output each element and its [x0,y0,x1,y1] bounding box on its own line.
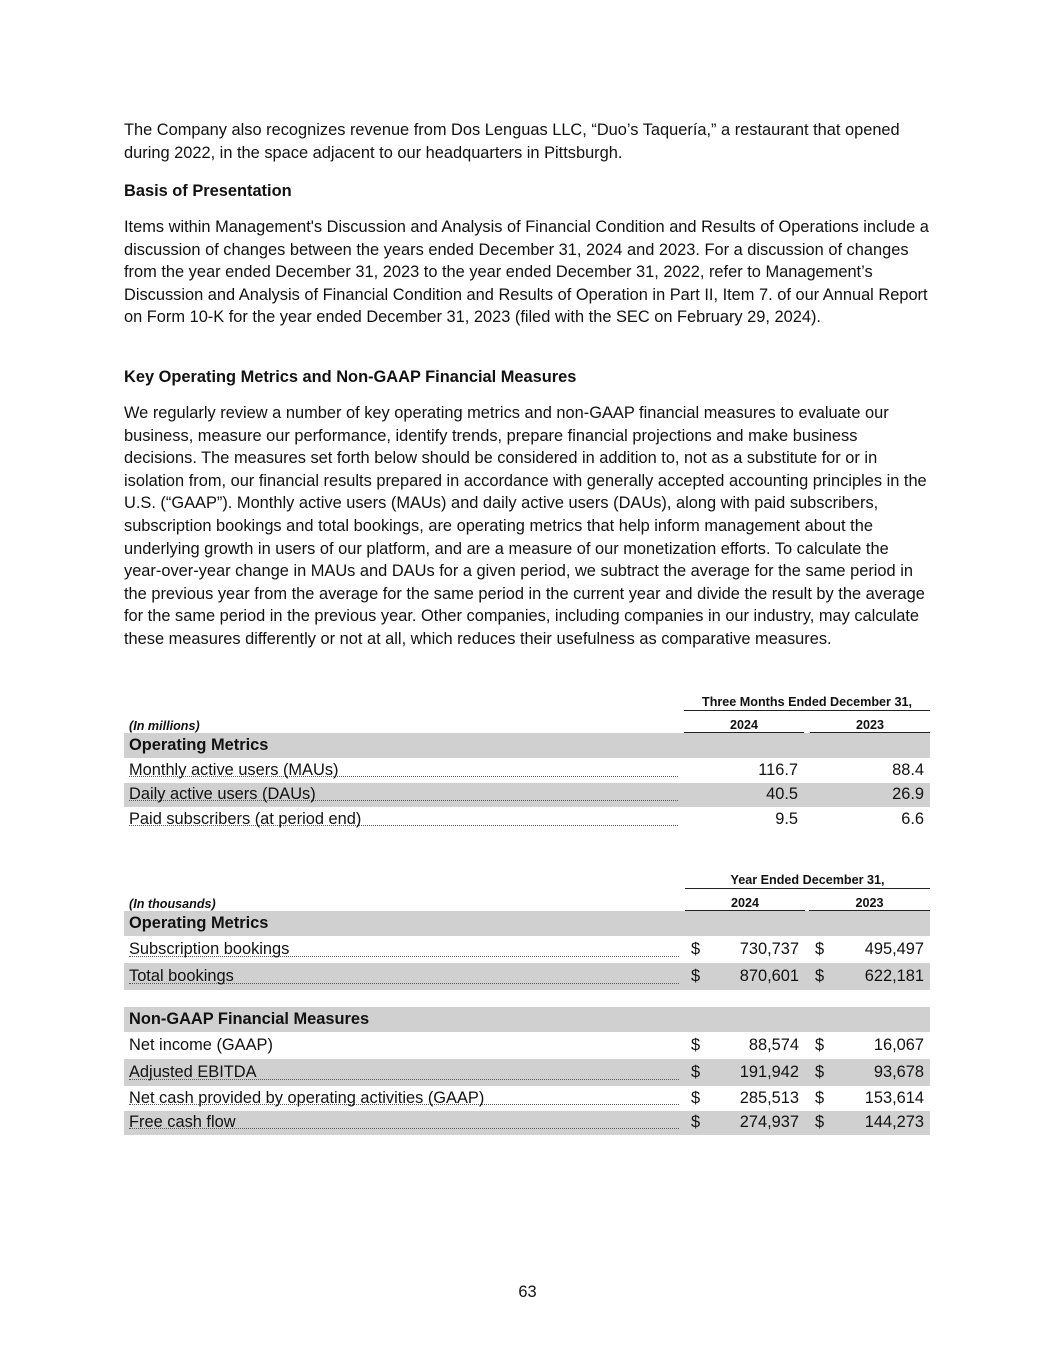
row-label: Daily active users (DAUs) [129,785,316,804]
row-label: Subscription bookings [129,940,290,958]
value-2024: 730,737 [739,940,799,958]
key-metrics-heading: Key Operating Metrics and Non-GAAP Financial Measures [124,368,577,386]
row-label: Total bookings [129,967,234,985]
value-2023: 495,497 [864,940,925,958]
table-row [124,1111,930,1136]
section-header-operating-metrics: Operating Metrics [129,914,269,932]
table-row [124,1032,930,1059]
value-2024: 116.7 [758,760,798,779]
value-2023: 6.6 [901,809,924,828]
table-row [124,758,930,783]
currency-symbol: $ [815,967,825,985]
operating-metrics-table-annual [124,870,930,1135]
value-2024: 285,513 [739,1088,799,1107]
basis-heading: Basis of Presentation [124,182,292,200]
value-2023: 622,181 [864,967,925,985]
table-row [124,936,930,963]
unit-label: (In thousands) [129,896,216,911]
value-2024: 40.5 [766,785,798,804]
value-2023: 93,678 [873,1063,925,1081]
row-label: Adjusted EBITDA [129,1063,257,1081]
table-row [124,963,930,990]
currency-symbol: $ [815,1088,825,1107]
currency-symbol: $ [691,940,701,958]
value-2023: 16,067 [873,1036,925,1054]
row-label: Net income (GAAP) [129,1036,273,1054]
value-2023: 144,273 [864,1113,925,1132]
table-row [124,1059,930,1086]
period-header: Three Months Ended December 31, [684,692,930,711]
value-2023: 26.9 [892,785,924,804]
currency-symbol: $ [691,1036,701,1054]
row-label: Paid subscribers (at period end) [129,809,362,828]
row-label: Free cash flow [129,1113,236,1132]
page-number: 63 [518,1283,537,1301]
value-2024: 9.5 [775,809,798,828]
period-header: Year Ended December 31, [685,870,930,889]
column-header-2023: 2023 [809,889,930,911]
row-label: Net cash provided by operating activities (GAAP) [129,1088,485,1107]
value-2024: 870,601 [739,967,799,985]
value-2023: 153,614 [864,1088,925,1107]
value-2024: 274,937 [739,1113,799,1132]
currency-symbol: $ [691,1113,701,1132]
value-2024: 88,574 [748,1036,799,1054]
intro-paragraph: The Company also recognizes revenue from Dos Lenguas LLC, “Duo’s Taquería,” a restaurant that opened during 2022, in the space adjacent to our headquarters in Pittsburgh. [124,121,900,162]
currency-symbol: $ [815,1063,825,1081]
currency-symbol: $ [815,1036,825,1054]
currency-symbol: $ [691,1088,701,1107]
currency-symbol: $ [691,1063,701,1081]
table-row [124,807,930,832]
section-header-non-gaap: Non-GAAP Financial Measures [129,1010,370,1028]
column-header-2024: 2024 [685,889,805,911]
currency-symbol: $ [815,940,825,958]
operating-metrics-table-quarterly [124,692,930,832]
key-metrics-paragraph: We regularly review a number of key operating metrics and non-GAAP financial measures to evaluate our business, measure our performance, identify trends, prepare financial projections and make business decisions. The measures set forth below should be considered in addition to, not as a substitute for or in isolation from, our financial results prepared in accordance with generally accepted accounting principles in the U.S. (“GAAP”). Monthly active users (MAUs) and daily active users (DAUs), along with paid subscribers, subscription bookings and total bookings, are operating metrics that help inform management about the underlying growth in users of our platform, and are a measure of our monetization efforts. To calculate the year-over-year change in MAUs and DAUs for a given period, we subtract the average for the same period in the previous year from the average for the same period in the current year and divide the result by the average for the same period in the previous year. Other companies, including companies in our industry, may calculate these measures differently or not at all, which reduces their usefulness as comparative measures. [124,404,927,648]
table-row [124,1086,930,1111]
column-header-2023: 2023 [810,711,930,733]
currency-symbol: $ [815,1113,825,1132]
table-row [124,783,930,808]
section-header-operating-metrics: Operating Metrics [129,736,269,754]
currency-symbol: $ [691,967,701,985]
row-label: Monthly active users (MAUs) [129,760,339,779]
unit-label: (In millions) [129,718,200,733]
basis-paragraph: Items within Management's Discussion and Analysis of Financial Condition and Results of Operations include a discussion of changes between the years ended December 31, 2024 and 2023. For a discussion of changes from the year ended December 31, 2023 to the year ended December 31, 2022, refer to Management’s Discussion and Analysis of Financial Condition and Results of Operation in Part II, Item 7. of our Annual Report on Form 10-K for the year ended December 31, 2023 (filed with the SEC on February 29, 2024). [124,218,929,327]
column-header-2024: 2024 [684,711,804,733]
value-2024: 191,942 [739,1063,799,1081]
value-2023: 88.4 [892,760,924,779]
